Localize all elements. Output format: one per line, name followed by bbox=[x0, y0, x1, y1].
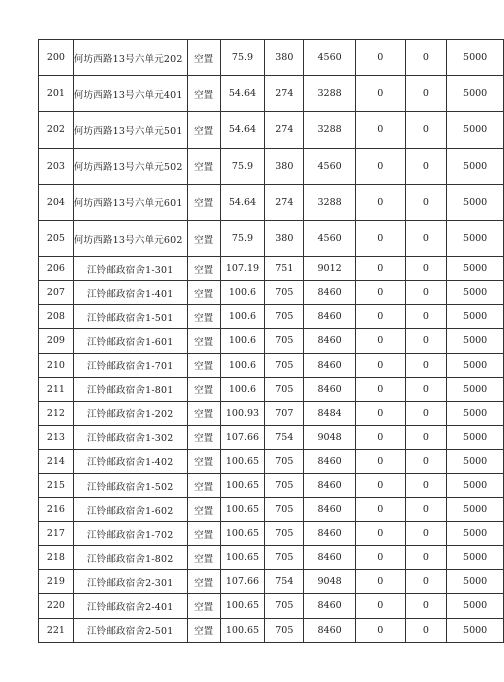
address-cell: 何坊西路13号六单元502 bbox=[73, 148, 187, 184]
annual-rent-cell: 8460 bbox=[304, 618, 356, 642]
table-row bbox=[39, 546, 504, 570]
row-number-cell: 220 bbox=[39, 594, 74, 618]
row-number-cell: 207 bbox=[39, 281, 74, 305]
area-cell: 100.65 bbox=[220, 594, 265, 618]
area-cell: 100.65 bbox=[220, 618, 265, 642]
address-cell: 江铃邮政宿舍2-301 bbox=[73, 570, 187, 594]
address-cell: 江铃邮政宿舍2-401 bbox=[73, 594, 187, 618]
address-cell: 何坊西路13号六单元602 bbox=[73, 220, 187, 256]
row-number-cell: 219 bbox=[39, 570, 74, 594]
annual-rent-cell: 8460 bbox=[304, 522, 356, 546]
status-cell: 空置 bbox=[187, 473, 220, 497]
status-cell: 空置 bbox=[187, 329, 220, 353]
area-cell: 75.9 bbox=[220, 40, 265, 76]
property-table bbox=[38, 39, 504, 643]
value-cell-a: 0 bbox=[355, 377, 405, 401]
status-cell: 空置 bbox=[187, 76, 220, 112]
annual-rent-cell: 8460 bbox=[304, 305, 356, 329]
deposit-cell: 5000 bbox=[447, 594, 504, 618]
value-cell-b: 0 bbox=[405, 305, 447, 329]
address-cell: 江铃邮政宿舍1-401 bbox=[73, 281, 187, 305]
value-cell-a: 0 bbox=[355, 401, 405, 425]
table-row bbox=[39, 425, 504, 449]
deposit-cell: 5000 bbox=[447, 112, 504, 148]
row-number-cell: 200 bbox=[39, 40, 74, 76]
row-number-cell: 215 bbox=[39, 473, 74, 497]
monthly-rent-cell: 274 bbox=[265, 112, 304, 148]
status-cell: 空置 bbox=[187, 546, 220, 570]
annual-rent-cell: 3288 bbox=[304, 76, 356, 112]
row-number-cell: 205 bbox=[39, 220, 74, 256]
deposit-cell: 5000 bbox=[447, 498, 504, 522]
deposit-cell: 5000 bbox=[447, 425, 504, 449]
table-row bbox=[39, 112, 504, 148]
property-table-body bbox=[39, 40, 504, 643]
value-cell-b: 0 bbox=[405, 618, 447, 642]
address-cell: 何坊西路13号六单元601 bbox=[73, 184, 187, 220]
address-cell: 江铃邮政宿舍2-501 bbox=[73, 618, 187, 642]
annual-rent-cell: 8484 bbox=[304, 401, 356, 425]
annual-rent-cell: 8460 bbox=[304, 281, 356, 305]
area-cell: 54.64 bbox=[220, 184, 265, 220]
value-cell-a: 0 bbox=[355, 148, 405, 184]
status-cell: 空置 bbox=[187, 112, 220, 148]
address-cell: 江铃邮政宿舍1-302 bbox=[73, 425, 187, 449]
monthly-rent-cell: 705 bbox=[265, 522, 304, 546]
address-cell: 何坊西路13号六单元202 bbox=[73, 40, 187, 76]
value-cell-a: 0 bbox=[355, 618, 405, 642]
area-cell: 100.93 bbox=[220, 401, 265, 425]
value-cell-b: 0 bbox=[405, 473, 447, 497]
status-cell: 空置 bbox=[187, 522, 220, 546]
address-cell: 江铃邮政宿舍1-601 bbox=[73, 329, 187, 353]
row-number-cell: 214 bbox=[39, 449, 74, 473]
monthly-rent-cell: 707 bbox=[265, 401, 304, 425]
table-row bbox=[39, 570, 504, 594]
value-cell-a: 0 bbox=[355, 570, 405, 594]
row-number-cell: 206 bbox=[39, 257, 74, 281]
status-cell: 空置 bbox=[187, 353, 220, 377]
status-cell: 空置 bbox=[187, 401, 220, 425]
deposit-cell: 5000 bbox=[447, 449, 504, 473]
value-cell-b: 0 bbox=[405, 329, 447, 353]
monthly-rent-cell: 380 bbox=[265, 40, 304, 76]
deposit-cell: 5000 bbox=[447, 40, 504, 76]
value-cell-a: 0 bbox=[355, 473, 405, 497]
deposit-cell: 5000 bbox=[447, 184, 504, 220]
row-number-cell: 202 bbox=[39, 112, 74, 148]
annual-rent-cell: 9048 bbox=[304, 425, 356, 449]
monthly-rent-cell: 274 bbox=[265, 76, 304, 112]
row-number-cell: 203 bbox=[39, 148, 74, 184]
status-cell: 空置 bbox=[187, 570, 220, 594]
row-number-cell: 204 bbox=[39, 184, 74, 220]
value-cell-b: 0 bbox=[405, 40, 447, 76]
row-number-cell: 217 bbox=[39, 522, 74, 546]
deposit-cell: 5000 bbox=[447, 377, 504, 401]
address-cell: 江铃邮政宿舍1-602 bbox=[73, 498, 187, 522]
deposit-cell: 5000 bbox=[447, 401, 504, 425]
value-cell-b: 0 bbox=[405, 76, 447, 112]
table-row bbox=[39, 353, 504, 377]
monthly-rent-cell: 705 bbox=[265, 353, 304, 377]
monthly-rent-cell: 705 bbox=[265, 449, 304, 473]
row-number-cell: 221 bbox=[39, 618, 74, 642]
row-number-cell: 212 bbox=[39, 401, 74, 425]
table-row bbox=[39, 594, 504, 618]
monthly-rent-cell: 705 bbox=[265, 594, 304, 618]
table-row bbox=[39, 473, 504, 497]
value-cell-a: 0 bbox=[355, 449, 405, 473]
deposit-cell: 5000 bbox=[447, 546, 504, 570]
area-cell: 100.6 bbox=[220, 329, 265, 353]
address-cell: 江铃邮政宿舍1-301 bbox=[73, 257, 187, 281]
value-cell-a: 0 bbox=[355, 257, 405, 281]
value-cell-b: 0 bbox=[405, 498, 447, 522]
deposit-cell: 5000 bbox=[447, 76, 504, 112]
annual-rent-cell: 8460 bbox=[304, 473, 356, 497]
annual-rent-cell: 3288 bbox=[304, 184, 356, 220]
area-cell: 100.6 bbox=[220, 377, 265, 401]
table-row bbox=[39, 498, 504, 522]
address-cell: 何坊西路13号六单元401 bbox=[73, 76, 187, 112]
annual-rent-cell: 4560 bbox=[304, 148, 356, 184]
value-cell-a: 0 bbox=[355, 425, 405, 449]
status-cell: 空置 bbox=[187, 305, 220, 329]
table-row bbox=[39, 401, 504, 425]
area-cell: 75.9 bbox=[220, 220, 265, 256]
row-number-cell: 210 bbox=[39, 353, 74, 377]
area-cell: 100.65 bbox=[220, 473, 265, 497]
value-cell-b: 0 bbox=[405, 546, 447, 570]
address-cell: 江铃邮政宿舍1-802 bbox=[73, 546, 187, 570]
annual-rent-cell: 8460 bbox=[304, 449, 356, 473]
value-cell-b: 0 bbox=[405, 449, 447, 473]
value-cell-a: 0 bbox=[355, 184, 405, 220]
value-cell-a: 0 bbox=[355, 594, 405, 618]
deposit-cell: 5000 bbox=[447, 618, 504, 642]
area-cell: 100.65 bbox=[220, 546, 265, 570]
deposit-cell: 5000 bbox=[447, 305, 504, 329]
table-row bbox=[39, 257, 504, 281]
annual-rent-cell: 9012 bbox=[304, 257, 356, 281]
address-cell: 江铃邮政宿舍1-801 bbox=[73, 377, 187, 401]
annual-rent-cell: 8460 bbox=[304, 594, 356, 618]
status-cell: 空置 bbox=[187, 618, 220, 642]
deposit-cell: 5000 bbox=[447, 570, 504, 594]
table-row bbox=[39, 305, 504, 329]
table-row bbox=[39, 148, 504, 184]
row-number-cell: 213 bbox=[39, 425, 74, 449]
status-cell: 空置 bbox=[187, 281, 220, 305]
row-number-cell: 209 bbox=[39, 329, 74, 353]
value-cell-a: 0 bbox=[355, 76, 405, 112]
address-cell: 江铃邮政宿舍1-501 bbox=[73, 305, 187, 329]
monthly-rent-cell: 380 bbox=[265, 148, 304, 184]
table-row bbox=[39, 329, 504, 353]
value-cell-a: 0 bbox=[355, 522, 405, 546]
value-cell-b: 0 bbox=[405, 401, 447, 425]
annual-rent-cell: 8460 bbox=[304, 353, 356, 377]
value-cell-b: 0 bbox=[405, 377, 447, 401]
address-cell: 何坊西路13号六单元501 bbox=[73, 112, 187, 148]
row-number-cell: 201 bbox=[39, 76, 74, 112]
row-number-cell: 211 bbox=[39, 377, 74, 401]
value-cell-a: 0 bbox=[355, 112, 405, 148]
deposit-cell: 5000 bbox=[447, 148, 504, 184]
value-cell-b: 0 bbox=[405, 353, 447, 377]
value-cell-b: 0 bbox=[405, 281, 447, 305]
table-row bbox=[39, 281, 504, 305]
table-row bbox=[39, 449, 504, 473]
status-cell: 空置 bbox=[187, 498, 220, 522]
value-cell-a: 0 bbox=[355, 546, 405, 570]
address-cell: 江铃邮政宿舍1-202 bbox=[73, 401, 187, 425]
address-cell: 江铃邮政宿舍1-402 bbox=[73, 449, 187, 473]
monthly-rent-cell: 751 bbox=[265, 257, 304, 281]
table-row bbox=[39, 40, 504, 76]
area-cell: 75.9 bbox=[220, 148, 265, 184]
value-cell-b: 0 bbox=[405, 112, 447, 148]
value-cell-a: 0 bbox=[355, 498, 405, 522]
row-number-cell: 216 bbox=[39, 498, 74, 522]
area-cell: 54.64 bbox=[220, 112, 265, 148]
value-cell-a: 0 bbox=[355, 40, 405, 76]
deposit-cell: 5000 bbox=[447, 281, 504, 305]
area-cell: 100.65 bbox=[220, 449, 265, 473]
value-cell-a: 0 bbox=[355, 220, 405, 256]
deposit-cell: 5000 bbox=[447, 473, 504, 497]
address-cell: 江铃邮政宿舍1-701 bbox=[73, 353, 187, 377]
area-cell: 100.6 bbox=[220, 281, 265, 305]
annual-rent-cell: 8460 bbox=[304, 498, 356, 522]
row-number-cell: 208 bbox=[39, 305, 74, 329]
table-row bbox=[39, 76, 504, 112]
value-cell-b: 0 bbox=[405, 220, 447, 256]
monthly-rent-cell: 754 bbox=[265, 570, 304, 594]
table-row bbox=[39, 522, 504, 546]
monthly-rent-cell: 705 bbox=[265, 546, 304, 570]
monthly-rent-cell: 705 bbox=[265, 329, 304, 353]
annual-rent-cell: 4560 bbox=[304, 40, 356, 76]
area-cell: 100.6 bbox=[220, 305, 265, 329]
value-cell-b: 0 bbox=[405, 425, 447, 449]
value-cell-a: 0 bbox=[355, 305, 405, 329]
area-cell: 107.66 bbox=[220, 570, 265, 594]
status-cell: 空置 bbox=[187, 40, 220, 76]
value-cell-b: 0 bbox=[405, 594, 447, 618]
value-cell-a: 0 bbox=[355, 353, 405, 377]
row-number-cell: 218 bbox=[39, 546, 74, 570]
value-cell-b: 0 bbox=[405, 257, 447, 281]
status-cell: 空置 bbox=[187, 425, 220, 449]
value-cell-a: 0 bbox=[355, 329, 405, 353]
area-cell: 107.66 bbox=[220, 425, 265, 449]
address-cell: 江铃邮政宿舍1-702 bbox=[73, 522, 187, 546]
status-cell: 空置 bbox=[187, 377, 220, 401]
deposit-cell: 5000 bbox=[447, 257, 504, 281]
deposit-cell: 5000 bbox=[447, 329, 504, 353]
area-cell: 107.19 bbox=[220, 257, 265, 281]
monthly-rent-cell: 705 bbox=[265, 377, 304, 401]
annual-rent-cell: 4560 bbox=[304, 220, 356, 256]
area-cell: 100.65 bbox=[220, 522, 265, 546]
status-cell: 空置 bbox=[187, 257, 220, 281]
monthly-rent-cell: 705 bbox=[265, 498, 304, 522]
value-cell-b: 0 bbox=[405, 184, 447, 220]
annual-rent-cell: 3288 bbox=[304, 112, 356, 148]
value-cell-b: 0 bbox=[405, 522, 447, 546]
status-cell: 空置 bbox=[187, 449, 220, 473]
monthly-rent-cell: 705 bbox=[265, 305, 304, 329]
annual-rent-cell: 9048 bbox=[304, 570, 356, 594]
value-cell-b: 0 bbox=[405, 570, 447, 594]
monthly-rent-cell: 274 bbox=[265, 184, 304, 220]
annual-rent-cell: 8460 bbox=[304, 329, 356, 353]
monthly-rent-cell: 705 bbox=[265, 618, 304, 642]
table-row bbox=[39, 618, 504, 642]
monthly-rent-cell: 705 bbox=[265, 473, 304, 497]
monthly-rent-cell: 380 bbox=[265, 220, 304, 256]
address-cell: 江铃邮政宿舍1-502 bbox=[73, 473, 187, 497]
value-cell-a: 0 bbox=[355, 281, 405, 305]
status-cell: 空置 bbox=[187, 220, 220, 256]
area-cell: 100.6 bbox=[220, 353, 265, 377]
annual-rent-cell: 8460 bbox=[304, 377, 356, 401]
monthly-rent-cell: 754 bbox=[265, 425, 304, 449]
table-row bbox=[39, 220, 504, 256]
value-cell-b: 0 bbox=[405, 148, 447, 184]
table-row bbox=[39, 184, 504, 220]
status-cell: 空置 bbox=[187, 148, 220, 184]
area-cell: 54.64 bbox=[220, 76, 265, 112]
status-cell: 空置 bbox=[187, 184, 220, 220]
annual-rent-cell: 8460 bbox=[304, 546, 356, 570]
deposit-cell: 5000 bbox=[447, 220, 504, 256]
area-cell: 100.65 bbox=[220, 498, 265, 522]
table-row bbox=[39, 377, 504, 401]
status-cell: 空置 bbox=[187, 594, 220, 618]
monthly-rent-cell: 705 bbox=[265, 281, 304, 305]
deposit-cell: 5000 bbox=[447, 522, 504, 546]
deposit-cell: 5000 bbox=[447, 353, 504, 377]
